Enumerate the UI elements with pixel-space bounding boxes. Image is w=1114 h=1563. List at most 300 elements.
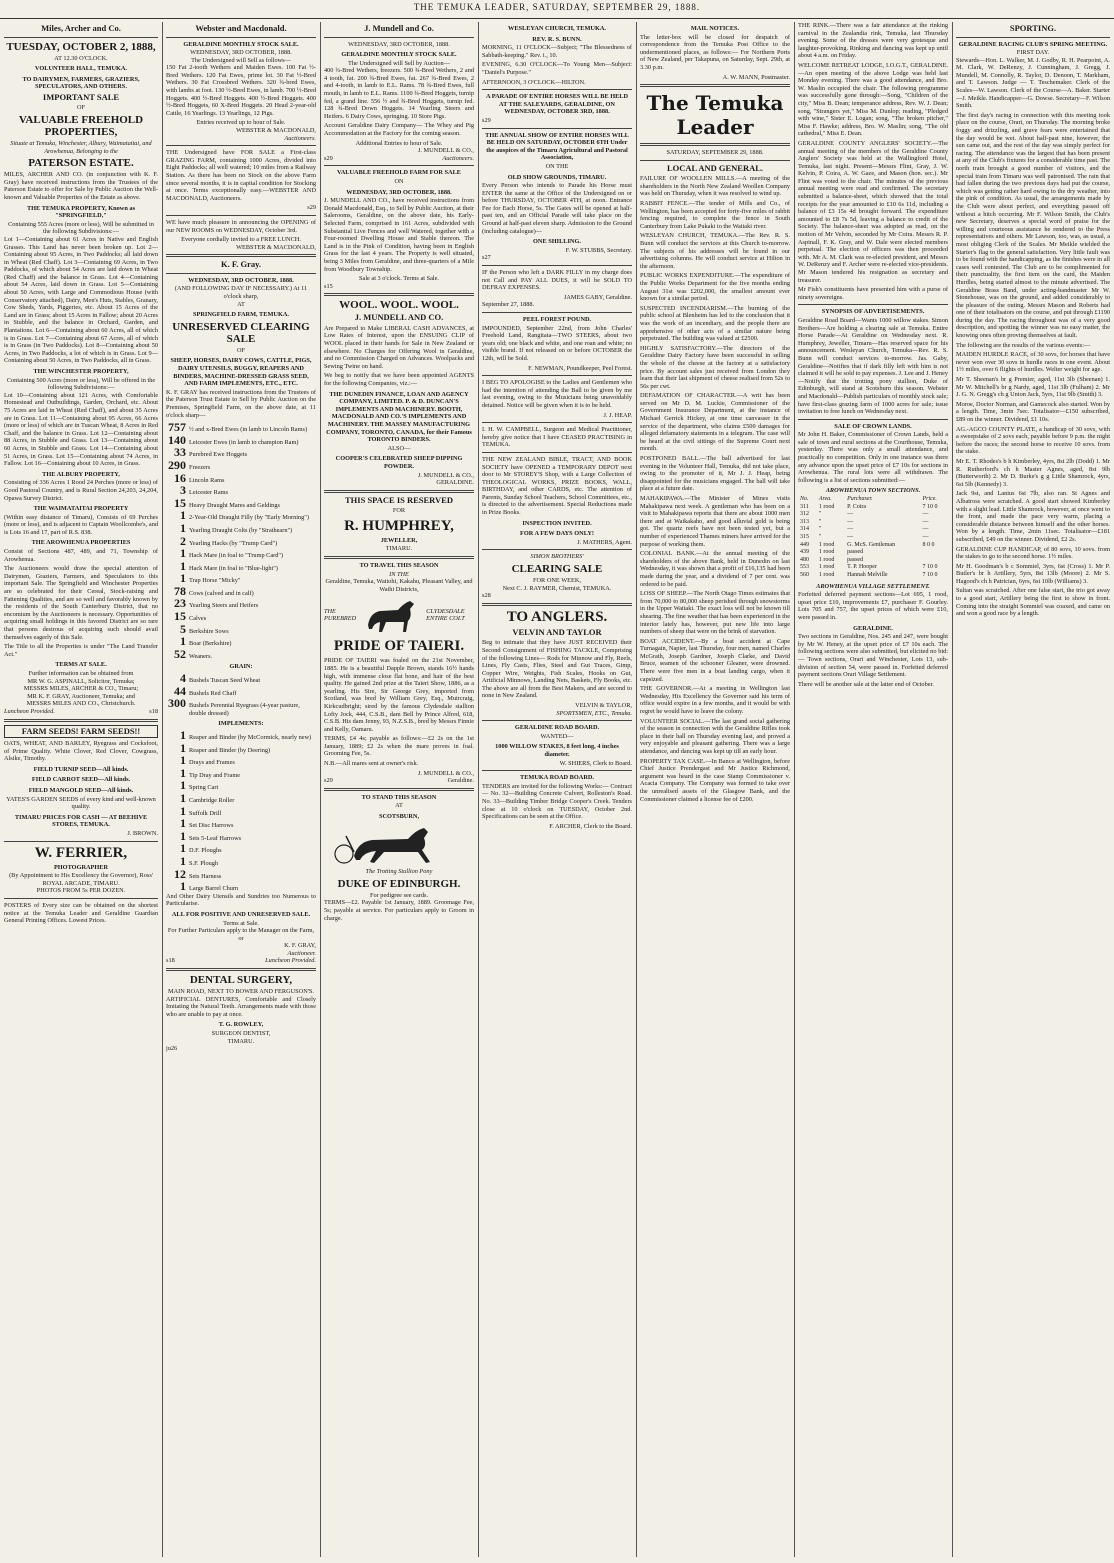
item-description: Cows (calved and in calf) xyxy=(189,589,254,597)
list-item xyxy=(166,830,316,843)
table-cell: G. McS. Gentleman xyxy=(847,541,896,548)
list-item xyxy=(166,868,316,881)
item-description: Large Barrel Churn xyxy=(189,885,239,893)
list-item xyxy=(166,817,316,830)
news-item: PROPERTY TAX CASE.—In Banco at Wellington, before Chief Justice Prendergast and Mr Justice Richmond, argument was heard in the case Stamp Commissioner v. Acacia Company. The Company was formed to take over the unrealised assets of the Glasgow Bank, and the Commissioner claimed a license fee of £200. xyxy=(640,757,790,803)
signature: VELVIN & TAYLOR, xyxy=(575,702,632,710)
important-sale: IMPORTANT SALE xyxy=(42,91,120,102)
ferrier-prices: PHOTOS FROM 5s PER DOZEN. xyxy=(36,887,126,895)
wanted-line: WANTED— xyxy=(540,732,574,740)
item-description: Cambridge Roller xyxy=(189,796,235,804)
signature: A. W. MANN, Postmaster. xyxy=(722,73,790,81)
table-cell: P. Coira xyxy=(847,503,867,510)
ad-code: s18 xyxy=(166,957,175,965)
item-quantity: 1 xyxy=(180,803,186,818)
news-item: LOSS OF SHEEP.—The North Otago Times estimates that from 70,000 to 80,000 sheep perished through snowstorms in the Upper Waitaki. The exact loss will not be known till shearing. The fine weather that has been experienced in the interior lately has, however, put new life into large numbers of sheep that were on the brink of starvation. xyxy=(640,590,790,636)
section-title: SYNOPSIS OF ADVERTISEMENTS. xyxy=(821,308,925,316)
item-quantity: 2 xyxy=(180,533,186,548)
cash-prices: TIMARU PRICES FOR CASH — AT BEEHIVE STORES, TEMUKA. xyxy=(14,813,148,829)
table-header-cell: No. xyxy=(800,496,809,503)
terms-line: TERMS AT SALE. xyxy=(55,661,107,669)
wool-title: WOOL. WOOL. WOOL. xyxy=(339,299,459,312)
table-header-cell: Area. xyxy=(818,496,832,503)
item-description: Bushels Tuscan Seed Wheat xyxy=(189,677,261,685)
few-days-line: FOR A FEW DAYS ONLY! xyxy=(520,530,594,538)
signature: J. MATHERS, Agent. xyxy=(577,538,632,546)
item-description: Reaper and Binder (by McCormick, nearly new) xyxy=(189,734,312,741)
show-text: Every Person who intends to Parade his Horse must ENTER the same at the Office of the Undersigned on or before THURSDAY, OCTOBER 4TH, at noon. Entrance Fee for Each Horse, 5s. The Gates will be opened at half-past ten, and an Official Parade will take place on the Ground at half-past eleven sharp. Admission to the Ground (including catalogue)— xyxy=(482,182,632,235)
table-row xyxy=(798,534,948,542)
dentist-town: TIMARU. xyxy=(227,1037,255,1045)
item-quantity: 1 xyxy=(180,558,186,573)
signature: J. BROWN. xyxy=(127,829,158,837)
horse-block xyxy=(324,595,474,635)
news-item: POSTPONED BALL.—The ball advertised for last evening in the Volunteer Hall, Temuka, did not take place, owing to the promoter of it, Mr J. J. Heap, being disappointed for the musicians engaged. The ball will take place at a future date. xyxy=(640,455,790,493)
also-line: ALSO— xyxy=(387,444,411,452)
subheading: GERALDINE. xyxy=(853,624,893,632)
item-description: Hack Mare (in foal to "Blue-light") xyxy=(189,564,278,572)
list-item xyxy=(166,459,316,472)
synopsis-text: Geraldine Road Board—Wants 1000 willow stakes. Simon Brothers—Are holding a clearing sale at Temuka. Entire Horse Parade—At Geraldine on Wednesday next. R. Humphrey, Jeweller, Timaru—Has reserved space for his announcement. Wesleyan Church, Temuka—Rev. R. S. Bunn will conduct services to-morrow. Jas. Gaby, Geraldine—Notifies that if dark filly left with him is not claimed it will be sold to pay expenses. J. Lee and J. Heney—Notify that the trotting pony stallion, Duke of Edinburgh, will stand at Scotsburn this season. Webster and Macdonald—Publish particulars of monthly stock sale; have first-class grazing farm of 1000 acres for sale; issue invitation to free lunch on Wednesday next. xyxy=(798,316,948,416)
column-4 xyxy=(482,22,632,1557)
list-item xyxy=(166,610,316,623)
village-text: Forfeited deferred payment sections—Lot 695, 1 rood, upset price £10, improvements £7, purchaser F. Gourley. Lots 705 and 757, the upset prices of which were £10, were passed in. xyxy=(798,591,948,621)
item-description: Weaners. xyxy=(189,652,213,660)
ad-code: s29 xyxy=(324,154,333,162)
ad-code: s18 xyxy=(149,707,158,715)
list-item xyxy=(166,484,316,497)
on-the-line: ON THE xyxy=(545,162,569,170)
sale-time: (AND FOLLOWING DAY IF NECESSARY.) At 11 o'clock sharp, xyxy=(174,285,308,301)
item-quantity: 1 xyxy=(180,841,186,856)
item-description: Drays and Frames xyxy=(189,759,235,767)
companies-list: THE DUNEDIN FINANCE, LOAN AND AGENCY COMPANY, LIMITED. P. & D. DUNCAN'S IMPLEMENTS AND MACHINERY. BOOTH, MACDONALD AND CO.'S IMPLEMENTS AND MACHINERY. THE MASSEY MANUFACTURING COMPANY, TORONTO, CANADA, for their Famous TORONTO BINDERS. xyxy=(326,390,472,444)
firm-name: SIMON BROTHERS' xyxy=(530,553,584,561)
item-description: Freezers xyxy=(189,463,211,471)
service: AFTERNOON, 3 O'CLOCK—HILTON. xyxy=(482,78,586,86)
race-event: MAIDEN HURDLE RACE, of 30 sovs, for horses that have never won over 30 sovs in hurdle races in one event. About 1½ miles, over 6 flights of hurdles. Welter weight for age. xyxy=(956,351,1110,374)
further-info: For Further Particulars apply to the Manager on the Farm, or xyxy=(167,927,315,942)
item-description: Suffolk Drill xyxy=(189,809,222,817)
item-quantity: 757 xyxy=(168,420,186,435)
section-title: SPORTING. xyxy=(1009,23,1057,33)
table-cell: " xyxy=(818,526,822,533)
item-description: Trap Horse "Micky" xyxy=(189,577,241,585)
sale-venue: VOLUNTEER HALL, TEMUKA. xyxy=(34,65,128,73)
column-1 xyxy=(4,22,158,1557)
signature: WEBSTER & MACDONALD, xyxy=(236,243,316,251)
agent-line: MESSRS MILES, ARCHER & CO., Timaru; xyxy=(23,685,139,693)
livestock-list xyxy=(166,421,316,660)
race-summary: Moroe, Doctor Norman, and Gamecock also started. Won by a length. Time, 3min 7sec. Totalisator—£150 subscribed, £89 on the winner. Dividend, £1 10s. xyxy=(956,400,1110,423)
arowhenua-property: THE AROWHENUA PROPERTIES xyxy=(31,539,131,547)
column-rule xyxy=(952,22,953,1557)
table-title: AROWHENUA VILLAGE SETTLEMENT. xyxy=(816,582,930,590)
signature-role: Auctioneers. xyxy=(284,134,316,142)
firm-name: VELVIN AND TAYLOR xyxy=(512,626,602,637)
column-5 xyxy=(640,22,790,1557)
stand-title: TO STAND THIS SEASON xyxy=(361,793,437,801)
list-item xyxy=(166,672,316,685)
item-quantity: 12 xyxy=(174,866,186,881)
item-description: Spring Cart xyxy=(189,784,219,792)
dental-title: DENTAL SURGERY, xyxy=(189,974,293,987)
seed-line: FIELD MANGOLD SEED—All kinds. xyxy=(28,787,134,794)
race-report: The first day's racing in connection with this meeting took place on the course, Orari, on Thursday. The morning broke foggy and drizzling, and grave fears were entertained that the day would be wet. About half-past nine, however, the sun came out, and the rest of the day was simply perfect for racing. The attendance was the largest that has been present at any of the Club's fixtures for a considerable time past. The north train brought a good number of visitors, and the special train from Timaru was well patronised. The rain that had fallen during the two previous days had put the course, which was getting rather hard owing to the dry weather, into the pink of condition. As usual, the arrangements made by the Club were about perfect, and everything passed off without a hitch occurring. Mr F. Wilson Smith, the Club's new Secretary, deserves a special word of praise for the willing and courteous assistance he rendered to the Press representatives and others. Mr Lawson, too, was, as usual, a most obliging Clerk of the Scales. Mr Meikle wielded the Starter's flag to the general satisfaction. Very little fault was to be found with the handicapping, as the finishes were in all cases well contested. The Club are to be complimented for their punctuality, the first item on the card, the Maiden Hurdles, being started almost to the minute advertised. The Geraldine Brass Band, under acting-bandmaster Mr W. Stonehouse, was on the ground, and added considerably to the pleasure of the outing. Messrs Mason and Roberts had one of their totalisators on the course, and put through £1190 during the day. The racing throughout was of a very good description, and spotting the winner was no easy matter, the knowing ones often proving themselves at fault. xyxy=(956,111,1110,340)
news-item: THE RINK.—There was a fair attendance at the rinking carnival in the Zealandia rink, Temuka, last Thursday evening. Some of the dresses were very grotesque and laughter-provoking. Rinking and dancing was kept up until about 4 a.m. on Friday. xyxy=(798,22,948,60)
issue-date: SATURDAY, SEPTEMBER 29, 1888. xyxy=(666,149,764,157)
clydesdale-label: CLYDESDALE ENTIRE COLT xyxy=(426,607,465,623)
valuable-properties: VALUABLE FREEHOLD PROPERTIES, xyxy=(18,113,144,138)
list-item xyxy=(166,685,316,698)
item-quantity: 1 xyxy=(180,879,186,894)
table-title: AROWHENUA TOWN SECTIONS. xyxy=(825,487,921,495)
anglers-text: Beg to intimate that they have JUST RECEIVED their Second Consignment of FISHING TACKLE, Comprising of the following Lines— Rods for Minnow and Fly, Reels, Lines, Fly Casts, Flies, Steel and Gut Traces, Gimp, Copper Wire, Weights, Fish Scales, Hooks on Gut, Artificial Minnows, Landing Nets, Baskets, Fly Books, etc. The above are all from the Best Makers, and are second to none in New Zealand. xyxy=(482,639,632,700)
service: MORNING, 11 O'CLOCK—Subject; "The Blessedness of Sabbath-keeping." Rev. i., 10. xyxy=(482,44,632,59)
table-header-cell: Purchaser. xyxy=(847,496,873,503)
table-row xyxy=(798,564,948,572)
item-description: Berkshire Sows xyxy=(189,627,229,635)
item-description: Leicester Rams xyxy=(189,489,228,497)
news-item: BOAT ACCIDENT.—By a boat accident at Cape Turnagain, Napier, last Thursday, four men, named Charles McGrath, Joseph Gardner, Joseph Clarke, and David Bruce, seamen of the schooner Gleaner, were drowned. There were five men in a boat landing cargo, when it capsized. xyxy=(640,637,790,683)
notice-date: September 27, 1888. xyxy=(482,301,535,309)
item-quantity: 16 xyxy=(174,470,186,485)
signature: J. MUNDELL & CO., xyxy=(417,147,474,155)
pony-type: The Trotting Stallion Pony xyxy=(365,868,433,876)
sale-date: WEDNESDAY, 3RD OCTOBER, 1888. xyxy=(346,188,452,196)
signature-town: GERALDINE. xyxy=(436,479,474,487)
list-item xyxy=(166,472,316,485)
ferrier-trade: PHOTOGRAPHER xyxy=(53,863,109,871)
pony-terms: TERMS—£2. Payable 1st January, 1889. Groomage Fee, 5s; payable at service. For particulars apply to Groom in charge. xyxy=(324,899,474,922)
bible-society-notice: THE NEW ZEALAND BIBLE, TRACT, AND BOOK SOCIETY have OPENED a TEMPORARY DEPOT next door to Mr STOREY'S Shop, with a Large Collection of THEOLOGICAL WORKS, PRIZE BOOKS, WALL, BIRTHDAY, and other CARDS, etc. The attention of Parents, Sunday School Teachers, School Committees, etc., is directed to the advertisement. Special Reductions made in Prize Books. xyxy=(482,455,632,517)
intro-paragraph: MILES, ARCHER AND CO. (in conjunction with K. F. Gray) have received instructions from the Trustees of the Paterson Estate to offer for Sale by Public Auction the Well-known and Valuable Properties of the Estate as above. xyxy=(4,171,158,201)
signature: JAMES GABY, Geraldine. xyxy=(563,293,632,301)
item-description: D.F. Ploughs xyxy=(189,847,222,855)
luncheon-note: Luncheon Provided. xyxy=(4,707,55,715)
advertiser-header: Webster and Macdonald. xyxy=(195,23,287,33)
clearing-sale-title: CLEARING SALE xyxy=(511,563,603,576)
item-quantity: 1 xyxy=(180,828,186,843)
table-header xyxy=(798,496,948,504)
list-item xyxy=(166,792,316,805)
item-description: Bushels Red Chaff xyxy=(189,689,237,697)
signature: F. NEWMAN, Poundkeeper, Peel Forest. xyxy=(528,364,632,372)
news-item: VOLUNTEER SOCIAL.—The last grand social gathering of the season in connection with the Geraldine Rifles took place in their hall on Thursday evening last, and proved a very enjoyable and pleasant gathering. There was a large attendance, and dancing was kept up till an early hour. xyxy=(640,717,790,755)
item-quantity: 15 xyxy=(174,495,186,510)
solicitor: MR W. G. ASPINALL, Solicitor, Temuka; xyxy=(27,677,135,685)
item-description: Tip Dray and Frame xyxy=(189,771,241,779)
grain-list xyxy=(166,672,316,717)
news-item: FAILURE OF WOOLLEN MILLS.—A meeting of the shareholders in the North New Zealand Woollen Company was held on Thursday, when it was resolved to wind up. xyxy=(640,175,790,198)
table-cell: — xyxy=(847,526,854,533)
item-description: Calves xyxy=(189,615,207,623)
sale-intro: K. F. GRAY has received instructions from the Trustees of the Paterson Trust Estate to Sell by Public Auction on the Premises, Springfield Farm, on the above date, at 11 o'clock sharp— xyxy=(166,388,316,419)
waimataitai-desc: (Within easy distance of Timaru), Consists of 69 Perches (more or less), and is adjacent to Captain Woollcombe's, and is Lots 16 and 17, part of R.S. 838. xyxy=(4,513,158,536)
signature-town: Geraldine. xyxy=(447,777,474,785)
item-quantity: 15 xyxy=(174,609,186,624)
list-item xyxy=(166,855,316,868)
table-cell: 553 xyxy=(800,564,809,571)
sale-intro: The Undersigned will Sell as follows— xyxy=(191,56,291,64)
item-description: ½ and x-Bred Ewes (in lamb to Lincoln Rams) xyxy=(189,426,308,434)
table-cell: " xyxy=(818,518,822,525)
filly-notice: IF the Person who left a DARK FILLY in my charge does not Call and PAY ALL DUES, it will be SOLD TO DEFRAY EXPENSES. xyxy=(482,269,632,292)
ad-code: s29 xyxy=(324,777,333,785)
item-quantity: 1 xyxy=(180,765,186,780)
pedigree-note: For pedigree see cards. xyxy=(369,891,429,899)
table-cell: " xyxy=(818,534,822,540)
item-quantity: 33 xyxy=(174,445,186,460)
list-item xyxy=(166,842,316,855)
table-cell: — xyxy=(922,526,929,533)
tenders-text: TENDERS are invited for the following Works:— Contract— No. 32—Building Concrete Culvert, Rolleston's Road. No. 33—Building Timber Bridge Cooper's Creek. Tenders close at 10 o'clock on TUESDAY, October 2nd. Specifications can be seen at the Office. xyxy=(482,782,632,821)
geraldine-text: Two sections in Geraldine, Nos. 245 and 247, were bought by Mr W. Heney, at the upset price of £7 10s each. The following sections were also submitted, but elicited no bid:— Town sections, Orari and Winchester, Lots 13, sub-division of section 54, were passed in. Forfeited deferred payment sections Orari Village Settlement. xyxy=(798,633,948,679)
sale-date: TUESDAY, OCTOBER 2, 1888, xyxy=(6,40,156,53)
item-description: Bushels Perennial Ryegrass (4-year pasture, double dressed) xyxy=(189,702,300,717)
church-minister: REV. R. S. BUNN. xyxy=(532,35,582,43)
item-description: Lincoln Rams xyxy=(189,476,225,484)
grazing-farm-ad: THE Undersigned have FOR SALE a First-class GRAZING FARM, containing 1000 Acres, divided into Eight Paddocks; all well watered; 10 miles from a Railway Station. As there has been no Stock on the above Farm since several months, it is in capital condition for Stocking at once. Terms exceptionally easy.—WEBSTER AND MACDONALD, Auctioneers. xyxy=(166,149,316,202)
signature-role: Auctioneers. xyxy=(442,154,474,162)
table-cell: 480 xyxy=(800,556,809,563)
horse-engraving-icon xyxy=(360,595,422,635)
news-item: DEFAMATION OF CHARACTER.—A writ has been served on Mr D. M. Luckie, Commissioner of the Government Insurance Department, at the instance of Michael Gerrick Hickey, at one time canvasser in the service of the department, who claims £500 damages for alleged defamatory statements in a telegram. The case will be heard at the civil sittings of the Supreme Court next month. xyxy=(640,392,790,453)
mail-title: MAIL NOTICES. xyxy=(690,25,740,32)
parade-notice: A PARADE OF ENTIRE HORSES WILL BE HELD AT THE SALEYARDS, GERALDINE, ON WEDNESDAY, OCTOBER 3RD, 1888. xyxy=(485,93,629,116)
list-item xyxy=(166,585,316,598)
implements-list xyxy=(166,729,316,893)
farm-desc: J. MUNDELL AND CO., have received instructions from Donald Macdonald, Esq., to Sell by Public Auction, at their Salerooms, Geraldine, on the above date, his Early-Selected Farm, comprised in 161 Acres, subdivided with Substantial Live Fences and well Watered, together with a Four-roomed Dwelling House and Stable thereon. The Land is in the Pink of Condition, having been in English Grass for the last 4 years. The Property is well situated, being 3 Miles from Geraldine, and three-quarters of a Mile from Woodbury Township. xyxy=(324,197,474,273)
arowhenua-desc: Consist of Sections 487, 489, and 71, Township of Arowhenua. xyxy=(4,548,158,563)
positive-sale: ALL FOR POSITIVE AND UNRESERVED SALE. xyxy=(171,910,311,918)
table-cell: T. P. Hooper xyxy=(847,564,877,571)
jeweller-town: TIMARU. xyxy=(385,545,413,553)
lot-summary: SHEEP, HORSES, DAIRY COWS, CATTLE, PIGS, DAIRY UTENSILS, BUGGY, REAPERS AND BINDERS, MACHINE-DRESSED GRASS SEED, AND FARM IMPLEMENTS, ETC., ETC. xyxy=(170,357,312,388)
dental-desc: ARTIFICIAL DENTURES, Comfortable and Closely Imitating the Natural Teeth. Arrangements made with those who are unable to pay at once. xyxy=(166,995,316,1018)
implements-heading: IMPLEMENTS: xyxy=(218,720,264,728)
item-description: Yearling Steers and Heifers xyxy=(189,602,259,610)
race-results: Mr E. T. Rhodes's b h Kimberley, 4yrs, 8st 2lb (Dodd) 1. Mr R. Rutherford's ch h Master Agnes, aged, 8st 9lb (Butterworth) 2. Mr D. Burke's g g Little Shamrock, 4yrs, 6st 5lb (Kennedy) 3. xyxy=(956,457,1110,488)
dental-address: MAIN ROAD, NEXT TO BOWER AND FERGUSON'S. xyxy=(168,988,314,996)
item-description: Yearling Hacks (by "Trump Card") xyxy=(189,539,278,547)
sale-intro: The Undersigned will Sell by Auction— xyxy=(348,59,450,67)
inspection-line: INSPECTION INVITED. xyxy=(522,519,592,527)
top-rule xyxy=(0,18,1114,19)
list-item xyxy=(166,880,316,893)
signature: J. MUNDELL & CO., xyxy=(417,769,474,777)
advertiser-header: Miles, Archer and Co. xyxy=(41,23,121,33)
item-quantity: 1 xyxy=(180,728,186,742)
news-item: Mr Fish's constituents have presented him with a purse of ninety sovereigns. xyxy=(798,286,948,301)
item-quantity: 3 xyxy=(180,483,186,498)
news-item: THE GOVERNOR.—At a meeting in Wellington last Wednesday, His Excellency the Governor said his term of office would expire in a few months, and it would be with regret he would have to leave the colony. xyxy=(640,685,790,716)
pony-name: DUKE OF EDINBURGH. xyxy=(337,877,461,890)
advertiser-header: K. F. Gray. xyxy=(220,259,262,270)
list-item xyxy=(166,742,316,755)
albury-desc: Consisting of 336 Acres 1 Rood 24 Perches (more or less) of Good Pastoral Country, and is Rural Section 24,203, 24,204, Opawa Survey District. xyxy=(4,479,158,502)
item-description: Sets 5-Leaf Harrows xyxy=(189,834,242,842)
list-item xyxy=(166,572,316,585)
list-item xyxy=(166,446,316,459)
item-quantity: 23 xyxy=(174,596,186,611)
results-intro: The following are the results of the various events:— xyxy=(956,341,1091,349)
seed-line: FIELD TURNIP SEED—All kinds. xyxy=(33,765,129,773)
ad-code: s29 xyxy=(482,116,491,124)
stallion-terms: TERMS, £4 4s; payable as follows:—£2 2s on the 1st January, 1889; £2 2s when the mare proves in foal. Grooming Fee, 5s. xyxy=(324,735,474,758)
list-item xyxy=(166,522,316,535)
list-item xyxy=(166,547,316,560)
item-quantity: 290 xyxy=(168,457,186,472)
apology-notice: I BEG TO APOLOGISE to the Ladies and Gentlemen who had the intention of attending the Ball to be given by me last evening, owing to the Musicians being unavoidably detained. Notice will be given when it is to be held. xyxy=(482,379,632,409)
table-cell: passed xyxy=(847,556,864,563)
item-description: Sets Harness xyxy=(189,872,222,880)
luncheon-note: Luncheon Provided. xyxy=(265,957,316,965)
dentist-name: T. G. ROWLEY, xyxy=(218,1021,264,1029)
signature-role: SPORTSMEN, ETC., Temuka. xyxy=(556,709,632,717)
news-item: GERALDINE COUNTY ANGLERS' SOCIETY.—The annual meeting of the members of the Geraldine County Anglers' Society was held at the Wallingford Hotel, Temuka, last night. Present—Messrs Flint, Gray, J. W. Kelvin, P. Coira, A. W. Gaze, and Mason (hon. sec.). Mr Flint was voted to the chair. The minutes of the previous annual meeting were read and confirmed. The secretary submitted a balance-sheet, which showed that the total receipts for the year amounted to £10 6s 11d, including a balance of £3 15s 4d brought forward. The expenditure amounted to £8 7s 5d, leaving a balance to credit of the Society. The balance-sheet was adopted as read, on the motion of Mr Velvin, seconded by Mr Coira. Messrs R. P. Aspinall, F. K. Gray, and W. Dale were elected members perpetual. The election of officers was then proceeded with. Mr A. M. Clark was re-elected president, and Messrs W. DeRenzy and F. Archer were re-elected vice-presidents. Mr Mason tendered his resignation as secretary and treasurer. xyxy=(798,139,948,284)
column-2 xyxy=(166,22,316,1557)
column-rule xyxy=(162,22,163,1557)
stallion-name: PRIDE OF TAIERI. xyxy=(333,638,465,655)
mail-text: The letter-box will be closed for despatch of correspondence from the Temuka Post Office to the undermentioned places, as follows:— For Northern Ports of New Zealand, per Takapuna, on Saturday, Sept. 29th, at 3.30 p.m. xyxy=(640,33,790,71)
seed-line: FIELD CARROT SEED—All kinds. xyxy=(31,776,131,784)
table-cell: 7 10 0 xyxy=(922,503,938,510)
item-quantity: 300 xyxy=(168,696,186,711)
waimataitai-property: THE WAIMATAITAI PROPERTY xyxy=(33,505,129,513)
table-cell: 312 xyxy=(800,511,809,518)
church-title: WESLEYAN CHURCH, TEMUKA. xyxy=(508,25,606,32)
signature: J. MUNDELL & CO., xyxy=(417,471,474,479)
table-row xyxy=(798,557,948,565)
table-cell: 7 10 0 xyxy=(922,564,938,571)
stallion-desc: PRIDE OF TAIERI was foaled on the 21st November, 1885. He is a beautiful Dapple Brown, stands 16½ hands high, with immense close flat bone, and hair of the best quality. He gained 2nd prize at the Taieri Show, 1886, as a yearling. His Sire, Sir George Grey, imported from Scotland, was bred by William Grey, Esq., Muircraig, Kirkcudbright; sired by the famous Clydesdale stallion Lofty Jock, 444, C.S.B., dam Bell by Prince Alfred, 618, C.S.B. His dam Jenny, 93, N.Z.S.B., bred by Messrs Finnie and Kelly, Oamaru. xyxy=(324,657,474,733)
terms-line: Terms at Sale. xyxy=(223,919,259,927)
table-row xyxy=(798,519,948,527)
on-line: ON xyxy=(394,178,404,185)
item-quantity: 1 xyxy=(180,853,186,868)
stallion-note: N.B.—All mares sent at owner's risk. xyxy=(324,760,419,768)
news-item: RABBIT FENCE.—The tender of Mills and Co., of Wellington, has been accepted for forty-five miles of rabbit fencing required, to complete the fence in South Canterbury from Lake Pukaki to the Waitaki river. xyxy=(640,200,790,230)
item-description: Set Disc Harrows xyxy=(189,822,234,830)
sections-table xyxy=(798,496,948,580)
pound-title: PEEL FOREST POUND. xyxy=(522,316,592,323)
race-event: GERALDINE CUP HANDICAP, of 80 sovs, 10 sovs. from the stakes to go to the second horse. 1½ miles. xyxy=(956,545,1110,561)
signature: J. J. HEAP. xyxy=(603,411,632,419)
table-cell: 1 rood xyxy=(818,564,835,571)
item-quantity: 1 xyxy=(180,753,186,768)
table-cell: 1 rood xyxy=(818,503,835,510)
estate-name: PATERSON ESTATE. xyxy=(28,157,134,170)
road-board-title: GERALDINE ROAD BOARD. xyxy=(514,724,600,732)
item-quantity: 5 xyxy=(180,621,186,636)
list-item xyxy=(166,754,316,767)
column-rule xyxy=(478,22,479,1557)
officials: Stewards—Hon. L. Walker, M. J. Godby, R. H. Pearpoint, A. M. Clark, W. DeRenzy, J. Cunningham, J. Gregg, J. Mundell, M. Connolly, R. Taylor, D. Denoon, T. Markham, and T. Lawson. Judge — T. Teschemaker. Clerk of the Scales—W. Lawson. Clerk of the Course—A. Baker. Starter—J. Meikle. Handicapper—G. Dowse. Secretary—F. Wilson Smith. xyxy=(956,56,1110,110)
of-line: OF xyxy=(236,346,246,354)
table-cell: — xyxy=(922,534,929,540)
sale-date: WEDNESDAY, 3RD OCTOBER, 1888. xyxy=(190,49,292,57)
table-cell: 1 rood xyxy=(818,541,835,548)
signature: F. ARCHER, Clerk to the Board. xyxy=(549,822,632,830)
item-quantity: 1 xyxy=(180,571,186,586)
table-cell: — xyxy=(847,511,854,518)
list-item xyxy=(166,767,316,780)
of-line: OF xyxy=(76,104,86,112)
table-cell: passed xyxy=(847,549,864,556)
list-item xyxy=(166,623,316,636)
item-description: Hack Mare (in foal to "Trump Card") xyxy=(189,552,284,560)
item-description: S.F. Plough xyxy=(189,859,219,867)
jeweller-trade: JEWELLER, xyxy=(380,536,418,544)
ad-code: s15 xyxy=(324,282,333,290)
item-description: Leicester Ewes (in lamb to champion Ram) xyxy=(189,438,299,446)
sale-date: WEDNESDAY, 3RD OCTOBER, 1888. xyxy=(188,276,294,284)
list-item xyxy=(166,697,316,717)
list-item xyxy=(166,805,316,818)
table-cell: — xyxy=(847,518,854,525)
table-cell: 1 rood xyxy=(818,549,835,556)
signature-role: Auctioneer. xyxy=(287,949,316,957)
race-event: AG.-AGCO COUNTY PLATE, a handicap of 30 sovs, with a sweepstake of 2 sovs each, payable before 9 p.m. the night before the races; the second horse to receive 10 sovs. from the stake. xyxy=(956,425,1110,456)
table-cell: 439 xyxy=(800,549,809,556)
crown-text: Mr John H. Baker, Commissioner of Crown Lands, held a sale of town and rural sections at the Courthouse, Temuka, yesterday. There was only a small attendance, and practically no competition. Only in one instance was there any advance upon the upset price of £7 10s for sections in Arowhenua. The rural lots were all withdrawn. The following is a list of sections submitted:— xyxy=(798,431,948,484)
table-header-cell: Price. xyxy=(922,496,937,503)
table-cell: — xyxy=(847,534,854,540)
list-item xyxy=(166,421,316,434)
column-6 xyxy=(798,22,948,1557)
table-row xyxy=(798,526,948,534)
column-rule xyxy=(320,22,321,1557)
ad-code: s27 xyxy=(482,254,491,262)
lots-list: Lot 10—Containing about 121 Acres, with Comfortable Homestead and Outbuildings, Garden, Orchard, etc. About 75 Acres are laid in Wheat (Red Chaff), and about 35 Acres are in Grass. Lot 11—Containing about 95 Acres, 66 Acres (more or less) of which are in Tuscan Wheat, 8 Acres in Red Chaff, and the balance in Grass. Lot 12—Containing about 88 Acres, in Stubble and Grass. Lot 13—Containing about 60 Acres, in Stubble and Grass. Lot 14—Containing about 51 Acres, in Grass. Lot 15—Containing about 74 Acres, in Fallow. Lot 16—Containing about 10 Acres, in Grass. xyxy=(4,391,158,468)
reserved-space: THIS SPACE IS RESERVED xyxy=(345,494,453,505)
at-line: AT xyxy=(237,300,245,308)
road-board-title: TEMUKA ROAD BOARD. xyxy=(520,774,594,782)
entries-note: Additional Entries to hour of Sale. xyxy=(355,139,443,147)
item-quantity: 1 xyxy=(180,740,186,755)
monthly-stock-title: GERALDINE MONTHLY STOCK SALE. xyxy=(341,51,457,59)
item-quantity: 1 xyxy=(180,546,186,561)
anglers-title: TO ANGLERS. xyxy=(506,608,608,625)
item-quantity: 140 xyxy=(168,432,186,447)
item-quantity: 78 xyxy=(174,583,186,598)
table-cell: 560 xyxy=(800,571,809,578)
table-cell: 313 xyxy=(800,518,809,525)
travel-title: TO TRAVEL THIS SEASON xyxy=(359,561,439,569)
freehold-farm-title: VALUABLE FREEHOLD FARM FOR SALE xyxy=(337,169,461,177)
location-line: Next C. J. RAYMER, Chemist, TEMUKA. xyxy=(502,584,612,592)
item-description: 2-Year-Old Draught Filly (by "Early Morning") xyxy=(189,514,309,522)
agents-intro: We beg to notify that we have been appointed AGENTS for the following Companies, viz.:— xyxy=(324,372,474,387)
item-description: Purebred Ewe Hoggets xyxy=(189,451,248,459)
race-summary: Jack 9st, and Lanius 6st 7lb, also ran. St Agnes and Albatross were scratched. A good start showed Kimberley with a slight lead. Little Shamrock, however, at once went to the front, and made the pace very warm, placing a considerable distance between himself and the other horses. Won by a length. Time, 2min 11sec. Totalisator—£181 subscribed, £49 on the winner. Dividend, £2 2s. xyxy=(956,490,1110,543)
signature: WEBSTER & MACDONALD, xyxy=(236,127,316,135)
news-item: PUBLIC WORKS EXPENDITURE.—The expenditure of the Public Works Department for the five months ending August 31st was £202,000, the smallest amount ever known for a similar period. xyxy=(640,272,790,303)
list-item xyxy=(166,779,316,792)
signature: K. F. GRAY, xyxy=(284,942,316,950)
stakes-line: 1000 WILLOW STAKES, 8 feet long, 4 inches diameter. xyxy=(495,743,619,759)
farm-name: SPRINGFIELD FARM, TEMUKA. xyxy=(193,311,289,319)
annual-show: THE ANNUAL SHOW OF ENTIRE HORSES WILL BE HELD ON SATURDAY, OCTOBER 6TH Under the auspices of the Timaru Agricultural and Pastoral Association, xyxy=(485,131,629,162)
table-cell: Hannah Melville xyxy=(847,571,888,578)
other-items: And Other Dairy Utensils and Sundries too Numerous to Particularise. xyxy=(166,892,316,908)
table-row xyxy=(798,572,948,580)
item-quantity: 1 xyxy=(180,778,186,793)
news-item: COLONIAL BANK.—At the annual meeting of the shareholders of the above Bank, held in Dunedin on last Wednesday, it was shown that a profit of £16,135 had been made during the year, and a dividend of 7 per cent. was ordered to be paid. xyxy=(640,550,790,588)
ad-code: s29 xyxy=(307,204,316,212)
item-description: Reaper and Binder (by Deering) xyxy=(189,746,271,754)
